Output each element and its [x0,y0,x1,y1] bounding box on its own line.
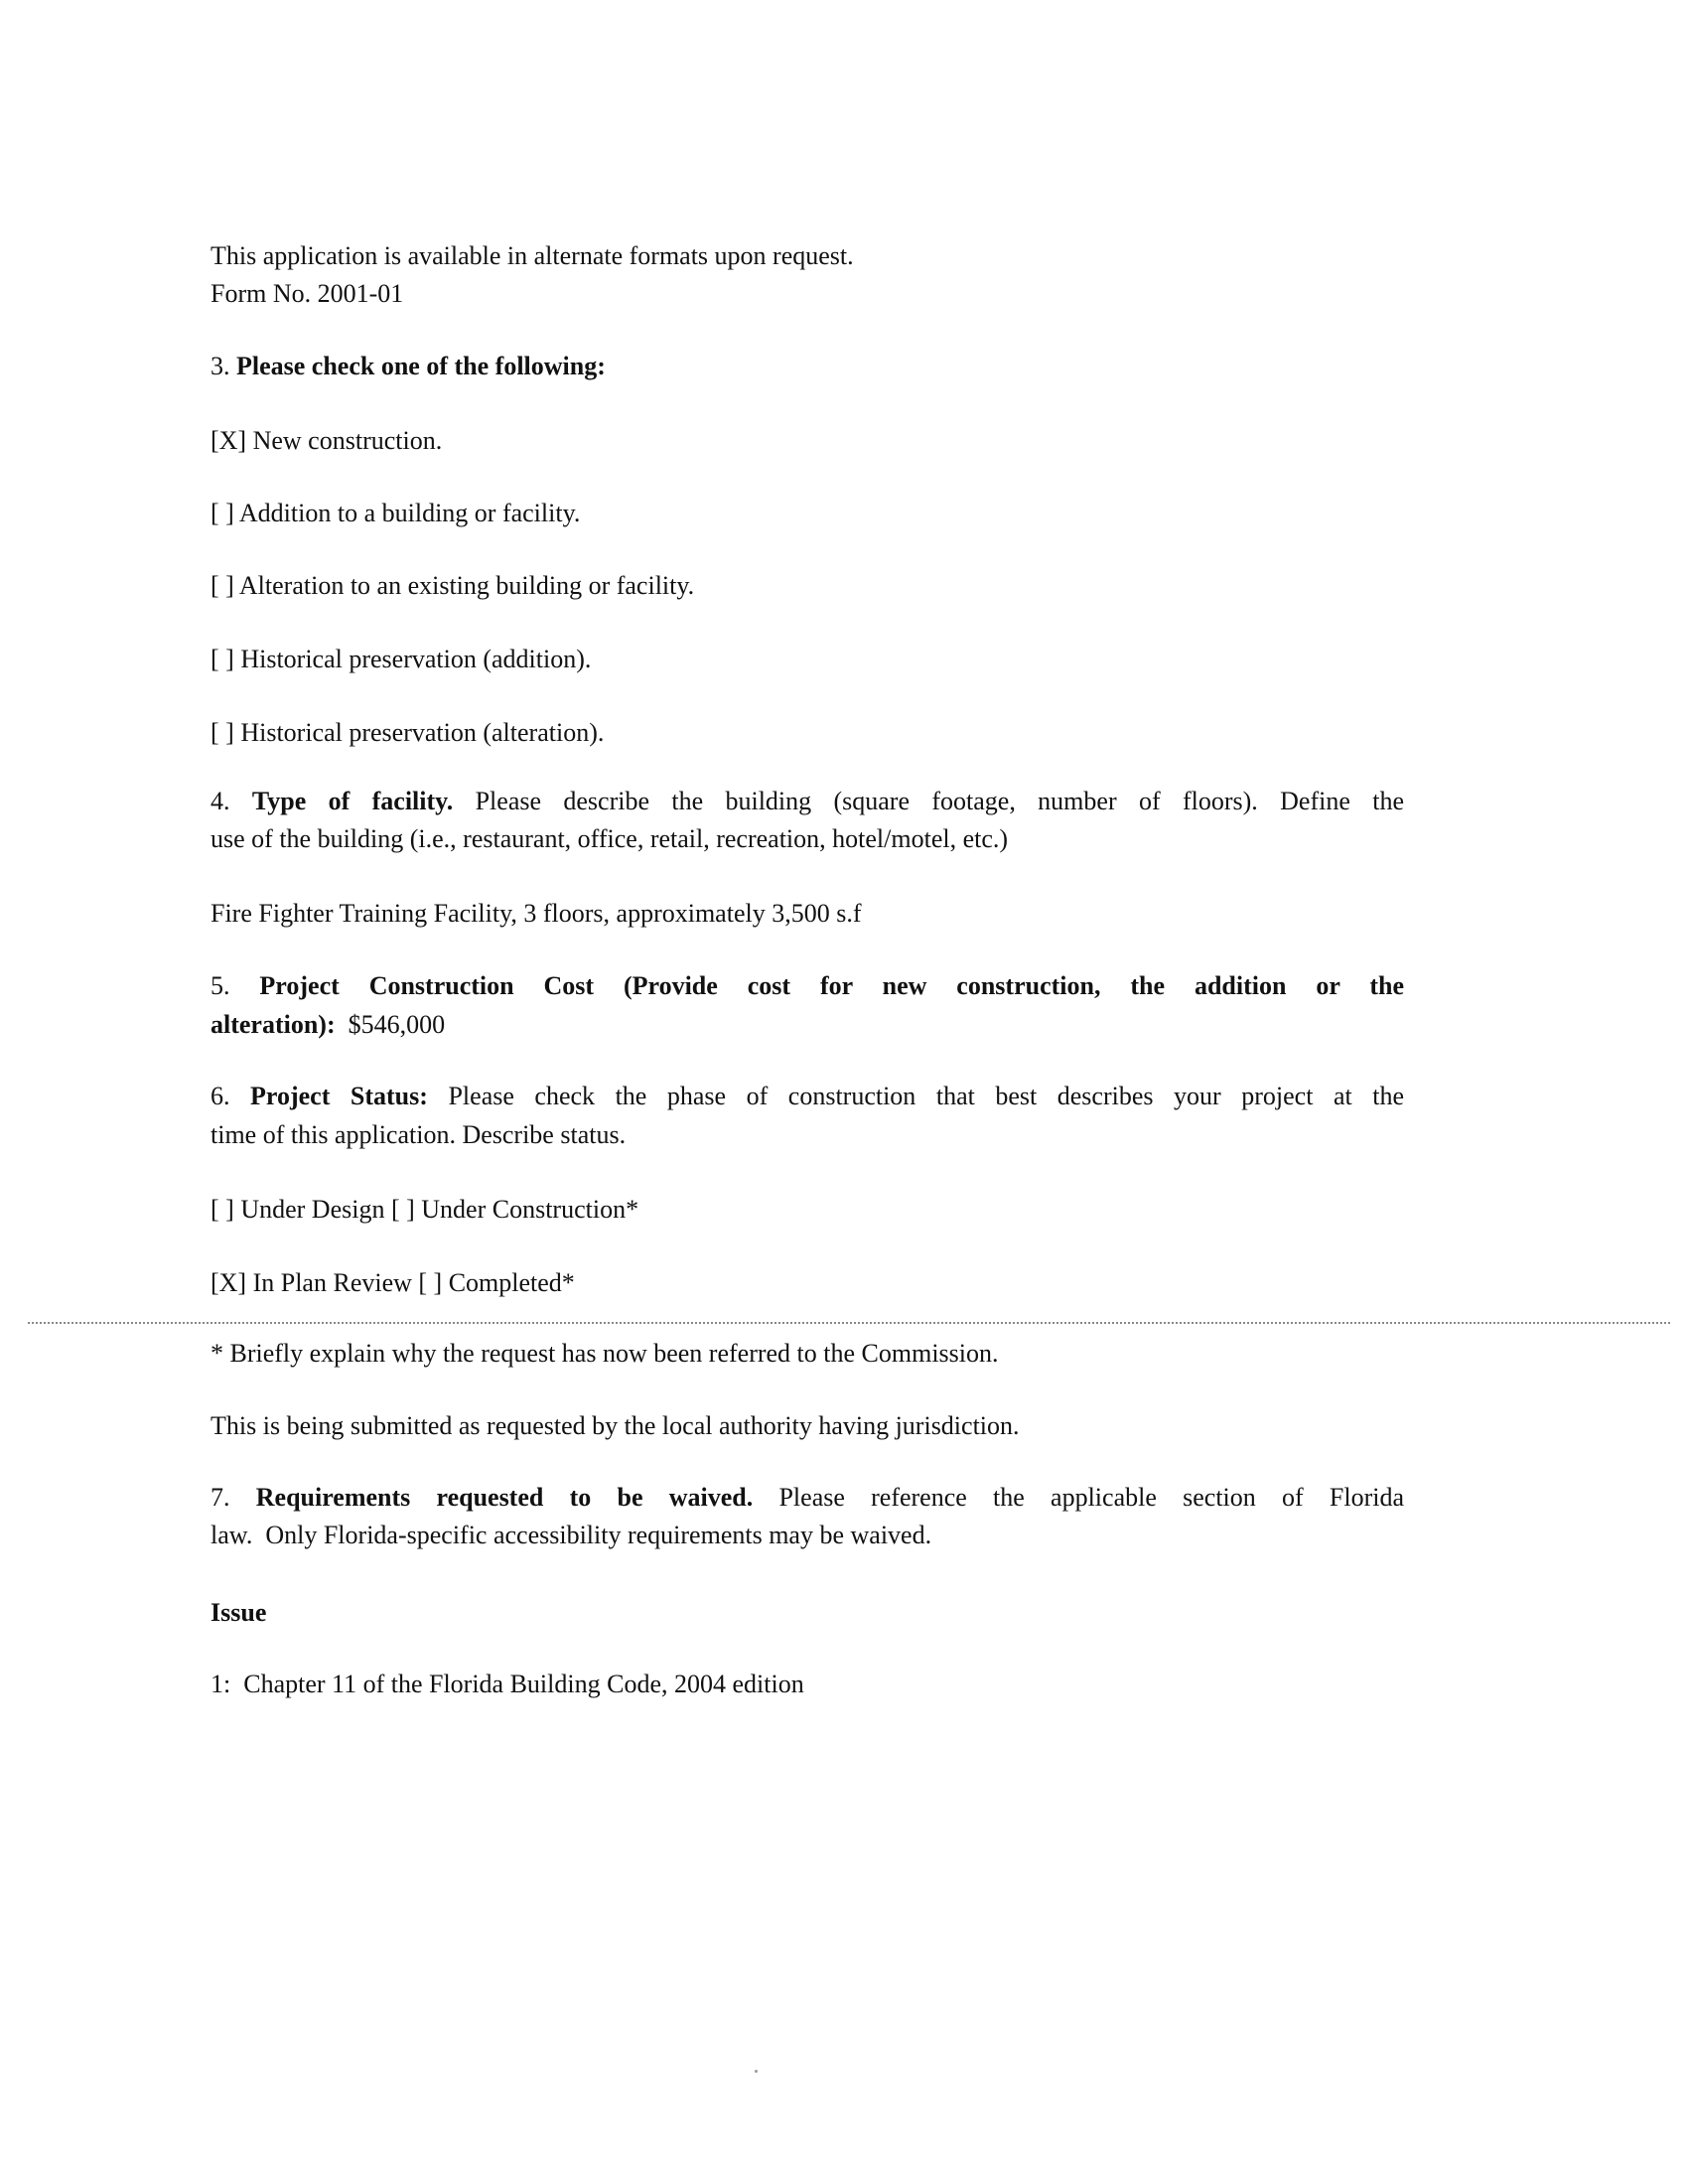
q6-explanation: This is being submitted as requested by the local authority having jurisdiction. [211,1411,1020,1440]
q4-answer: Fire Fighter Training Facility, 3 floors, approximately 3,500 s.f [211,899,862,928]
q5-title-cont: alteration): [211,1010,336,1039]
q3-title: Please check one of the following: [236,352,606,380]
option-label: New construction. [252,426,443,455]
q6-number: 6. [211,1082,230,1110]
q3-option-historical-alteration[interactable] [211,718,604,748]
q7-number: 7. [211,1483,230,1512]
availability-note: This application is available in alternate formats upon request. [211,241,854,270]
scan-speck [755,2070,758,2073]
q3-heading [211,352,606,381]
q6-footnote: * Briefly explain why the request has now been referred to the Commission. [211,1339,999,1368]
q3-option-addition[interactable] [211,499,580,528]
checkbox-mark: [ ] [211,571,234,600]
q7-title: Requirements requested to be waived. [255,1483,754,1512]
issue-item-1: 1: Chapter 11 of the Florida Building Code, 2004 edition [211,1670,804,1698]
issue-heading-text: Issue [211,1598,267,1627]
checkbox-mark: [X] [211,426,247,455]
q6-line1 [211,1082,1404,1111]
q4-title: Type of facility. [251,787,454,815]
q6-line2: time of this application. Describe status. [211,1120,627,1149]
q3-option-alteration[interactable] [211,571,694,601]
q7-line1 [211,1483,1404,1513]
q6-status-row1[interactable]: [ ] Under Design [ ] Under Construction* [211,1195,639,1224]
q5-title: Project Construction Cost (Provide cost for new construction, the addition or the [259,971,1405,1000]
divider [28,1322,1670,1324]
q5-line1 [211,971,1404,1001]
q6-status-row2[interactable]: [X] In Plan Review [ ] Completed* [211,1268,575,1297]
q5-number: 5. [211,971,230,1000]
form-number: Form No. 2001-01 [211,279,404,308]
q4-line2: use of the building (i.e., restaurant, office, retail, recreation, hotel/motel, etc.) [211,824,1009,853]
q5-answer: $546,000 [348,1010,446,1039]
option-label: Alteration to an existing building or facility. [238,571,695,600]
q4-text: Please describe the building (square footage, number of floors). Define the [475,787,1404,815]
q3-option-new-construction[interactable] [211,426,442,456]
q6-title: Project Status: [250,1082,428,1110]
checkbox-mark: [ ] [211,718,234,747]
q7-text: Please reference the applicable section of Florida [778,1483,1405,1512]
q4-line1 [211,787,1404,816]
q7-line2: law. Only Florida-specific accessibility requirements may be waived. [211,1521,932,1549]
option-label: Historical preservation (addition). [240,645,592,673]
q3-option-historical-addition[interactable] [211,645,591,674]
checkbox-mark: [ ] [211,645,234,673]
q5-line2 [211,1010,445,1040]
q4-number: 4. [211,787,230,815]
q3-number: 3. [211,352,230,380]
option-label: Historical preservation (alteration). [240,718,605,747]
option-label: Addition to a building or facility. [238,499,581,527]
checkbox-mark: [ ] [211,499,234,527]
issue-heading [211,1598,266,1628]
q6-text: Please check the phase of construction that best describes your project at the [448,1082,1404,1110]
